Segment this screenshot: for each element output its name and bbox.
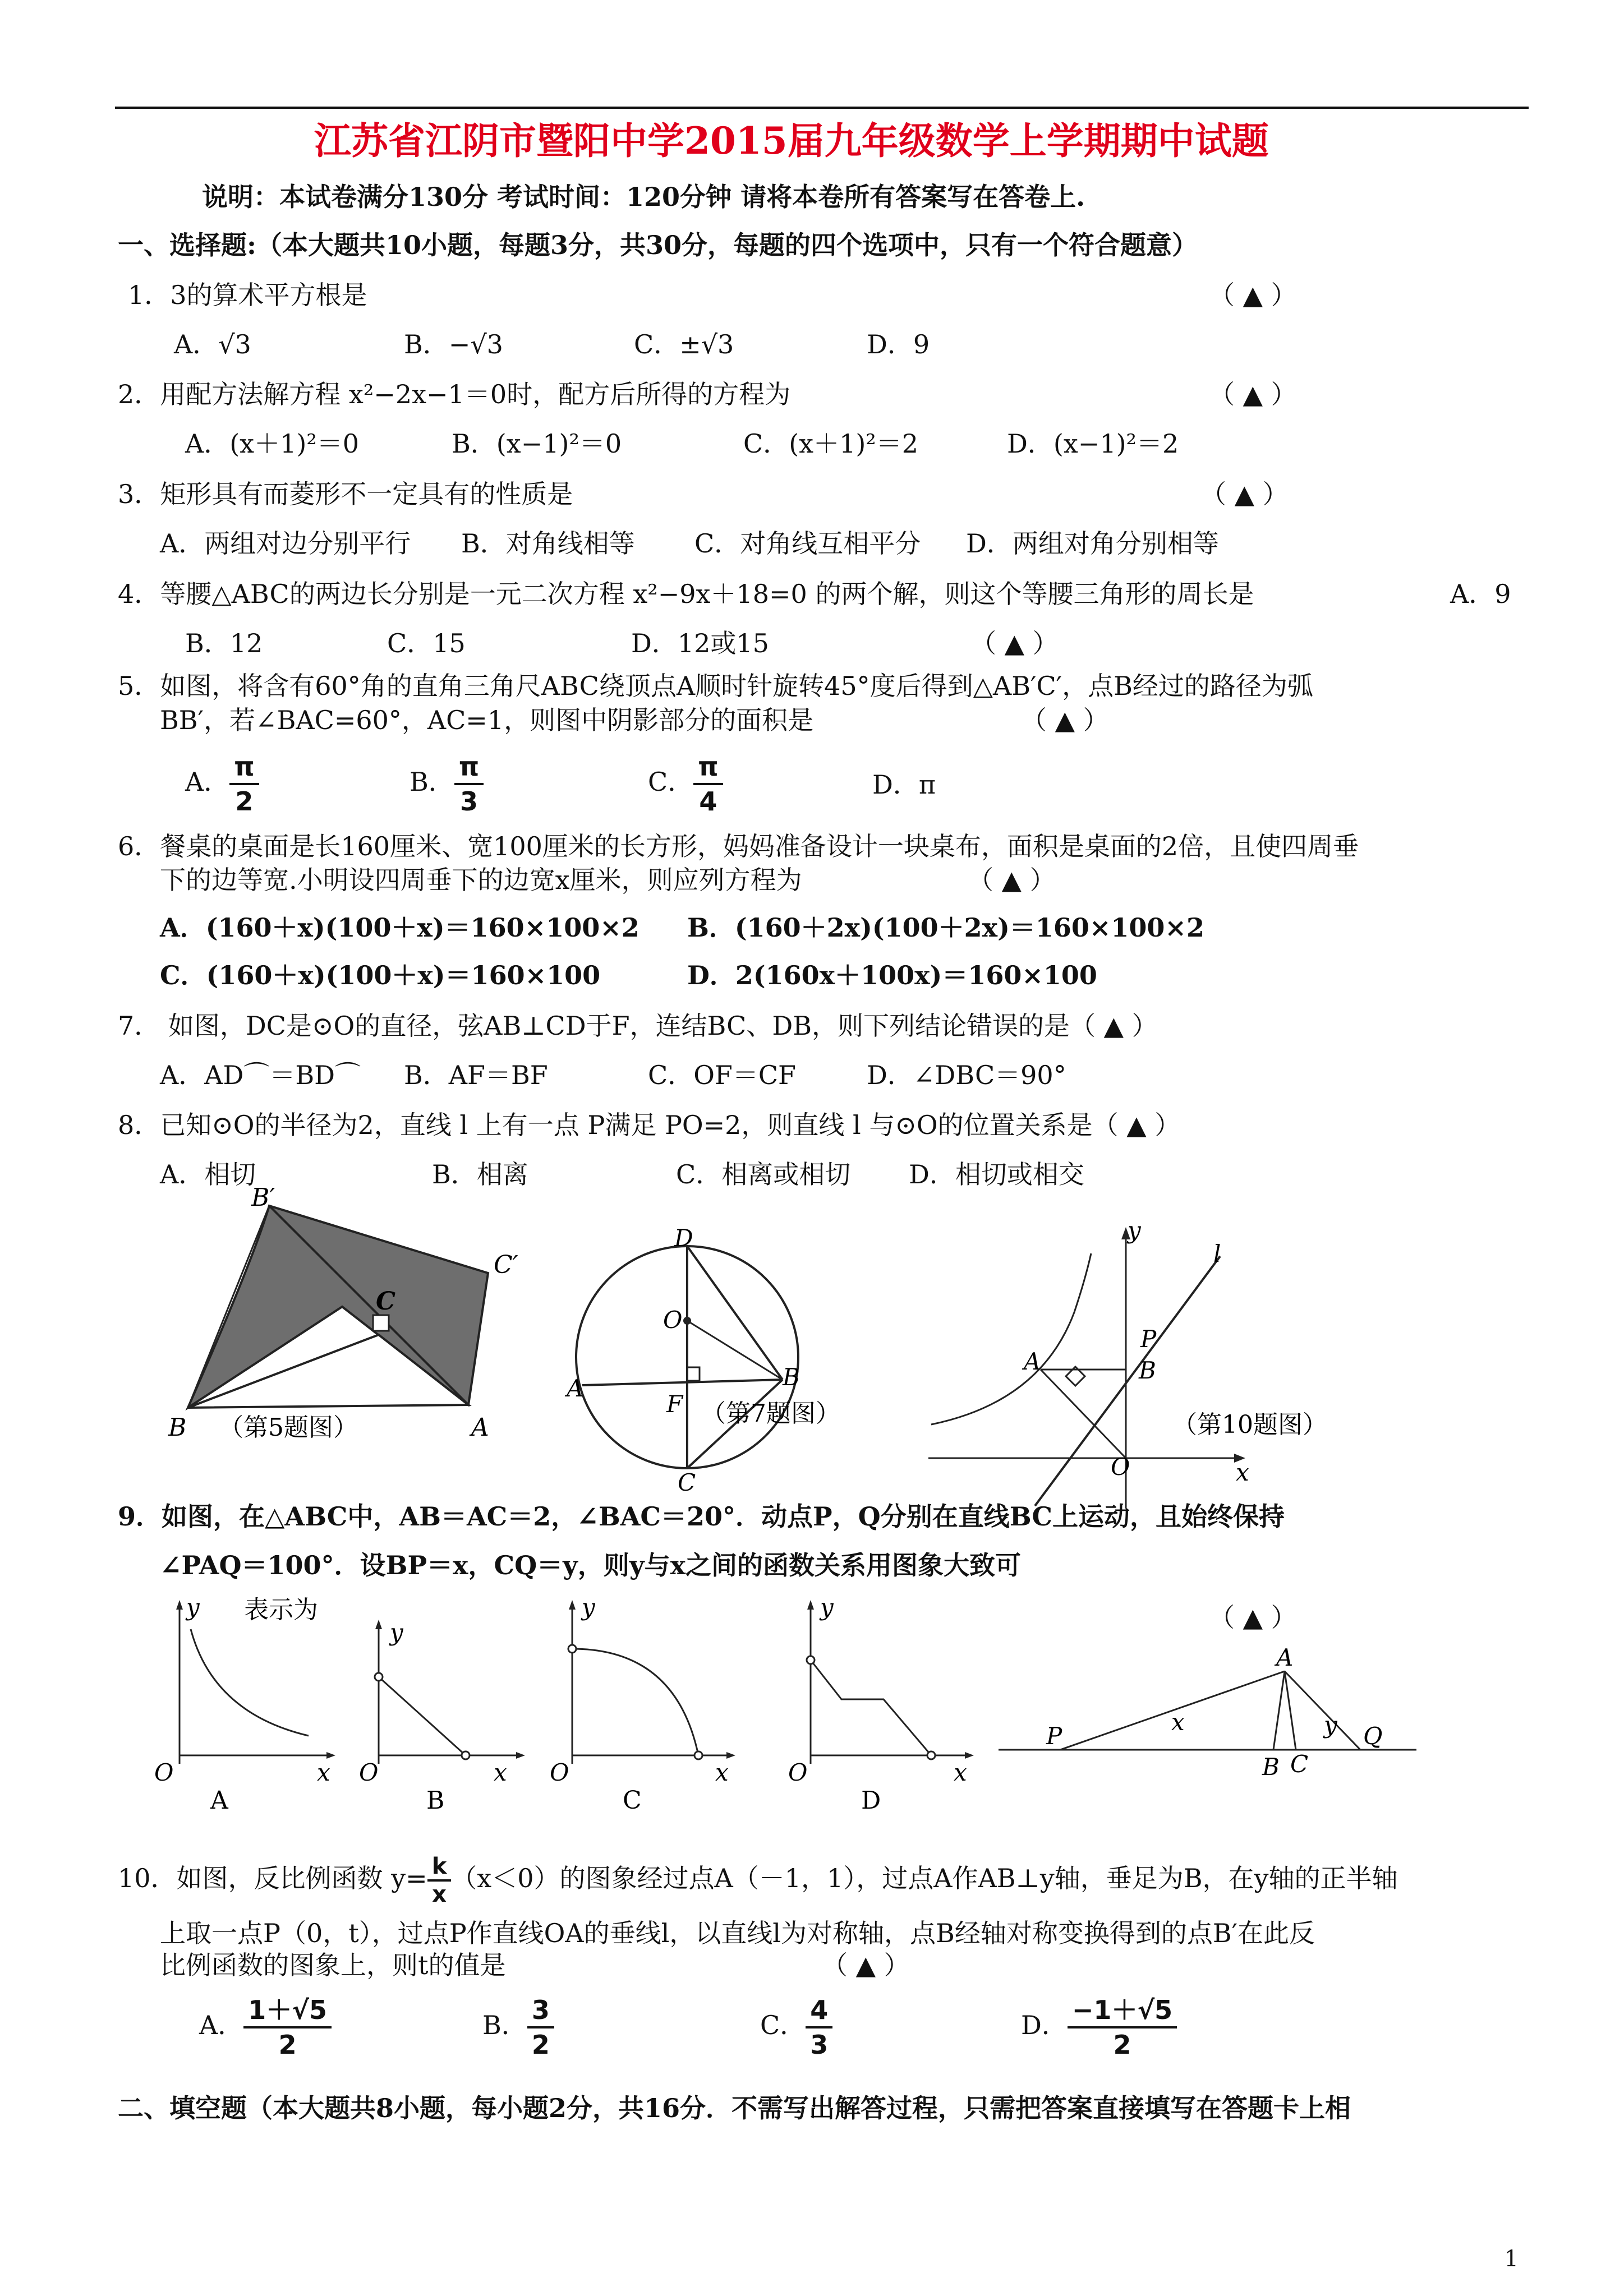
q6-stem-line2: 下的边等宽.小明设四周垂下的边宽x厘米，则应列方程为 — [160, 865, 802, 895]
figure-7 — [567, 1224, 881, 1496]
q5-stem-line1: 5．如图，将含有60°角的直角三角尺ABC绕顶点A顺时针旋转45°度后得到△AB′C′，点B经过的路径为弧 — [118, 671, 1313, 701]
svg-text:y: y — [582, 1593, 595, 1621]
q6-stem-line1: 6．餐桌的桌面是长160厘米、宽100厘米的长方形，妈妈准备设计一块桌布，面积是桌面的2倍，且使四周垂 — [118, 831, 1359, 861]
q10-option-b: B． $\frac{3}{2}$ — [482, 1994, 554, 2061]
q10-option-c: C． $\frac{4}{3}$ — [760, 1994, 832, 2061]
q5-option-c: C． $\frac{\pi}{4}$ — [648, 750, 723, 818]
q2-option-c: C．(x＋1)²＝2 — [743, 428, 919, 459]
q8-option-a: A．相切 — [160, 1159, 256, 1190]
q6-answer-slot: （ ▲ ） — [968, 865, 1056, 895]
fig5-label-b: B — [168, 1413, 187, 1442]
fig10-caption: （第10题图） — [1172, 1410, 1327, 1439]
q4-stem: 4．等腰△ABC的两边长分别是一元二次方程 x²−9x＋18=0 的两个解，则这个等腰三角形的周长是 — [118, 579, 1254, 609]
page-title: 江苏省江阴市暨阳中学2015届九年级数学上学期期中试题 — [314, 119, 1269, 163]
q2-option-a: A．(x＋1)²＝0 — [185, 428, 360, 459]
q9-stem-line3: 表示为 — [244, 1596, 318, 1624]
q9-triangle-figure — [993, 1638, 1419, 1795]
q7-option-d: D．∠DBC＝90° — [867, 1060, 1066, 1090]
q10-option-a: A． $\frac{1+√5}{2}$ — [199, 1994, 332, 2061]
fig7-label-f: F — [666, 1390, 683, 1418]
svg-text:x: x — [715, 1759, 729, 1786]
svg-text:O: O — [359, 1759, 379, 1786]
q6-option-b: B．(160＋2x)(100＋2x)＝160×100×2 — [687, 912, 1204, 943]
q6-option-d: D．2(160x＋100x)＝160×100 — [687, 960, 1097, 990]
q7-option-b: B．AF＝BF — [404, 1060, 548, 1090]
fig5-caption: （第5题图） — [219, 1413, 358, 1442]
q8-option-d: D．相切或相交 — [909, 1159, 1084, 1190]
q5-option-b: B． $\frac{\pi}{3}$ — [410, 750, 484, 818]
q9-graph-a — [146, 1593, 337, 1815]
fig10-label-p: P — [1140, 1325, 1157, 1353]
q7-option-a: A．AD⌒＝BD⌒ — [160, 1060, 361, 1090]
q2-option-d: D．(x−1)²＝2 — [1007, 428, 1179, 459]
svg-text:A: A — [1276, 1644, 1294, 1671]
q1-option-c: C．±√3 — [634, 329, 734, 359]
svg-text:x: x — [954, 1759, 967, 1786]
fig10-label-o: O — [1111, 1453, 1130, 1481]
exam-note: 说明：本试卷满分130分 考试时间：120分钟 请将本卷所有答案写在答卷上. — [202, 182, 1085, 212]
fig10-label-b: B — [1139, 1357, 1156, 1384]
q5-answer-slot: （ ▲ ） — [1021, 705, 1109, 735]
q9-option-a: A — [210, 1786, 228, 1815]
q4-answer-slot: （ ▲ ） — [970, 628, 1059, 658]
q9-option-d: D — [861, 1786, 881, 1815]
q5-option-d: D．π — [872, 769, 936, 800]
q5-option-a: A． $\frac{\pi}{2}$ — [185, 750, 259, 818]
q4-option-a: A．9 — [1450, 579, 1511, 609]
fig7-label-o: O — [663, 1306, 683, 1334]
svg-text:C: C — [1290, 1750, 1309, 1778]
section-2-heading: 二、填空题（本大题共8小题，每小题2分，共16分．不需写出解答过程，只需把答案直接填写在答题卡上相 — [118, 2093, 1351, 2123]
svg-text:O: O — [788, 1759, 808, 1786]
svg-text:P: P — [1046, 1722, 1062, 1750]
q7-stem: 7． 如图，DC是⊙O的直径，弦AB⊥CD于F，连结BC、DB，则下列结论错误的是（ ▲ ） — [118, 1011, 1158, 1041]
fig7-label-d: D — [674, 1224, 693, 1252]
section-1-heading: 一、选择题:（本大题共10小题，每题3分，共30分，每题的四个选项中，只有一个符合题意） — [118, 230, 1198, 260]
q10-answer-slot: （ ▲ ） — [822, 1950, 910, 1980]
q10-option-d: D． $\frac{-1+√5}{2}$ — [1021, 1994, 1177, 2061]
q8-option-c: C．相离或相切 — [676, 1159, 851, 1190]
svg-text:x: x — [317, 1759, 330, 1786]
q9-option-b: B — [426, 1786, 445, 1815]
svg-text:Q: Q — [1363, 1722, 1383, 1750]
fig7-label-c: C — [678, 1469, 696, 1496]
figure-5 — [157, 1183, 550, 1453]
svg-text:O: O — [154, 1759, 174, 1786]
q1-answer-slot: （ ▲ ） — [1209, 280, 1297, 310]
q2-stem: 2．用配方法解方程 x²−2x−1＝0时，配方后所得的方程为 — [118, 379, 791, 409]
fig5-label-c: C — [376, 1287, 396, 1316]
q9-answer-slot: （ ▲ ） — [1209, 1602, 1297, 1633]
q8-stem: 8．已知⊙O的半径为2，直线 l 上有一点 P满足 PO=2，则直线 l 与⊙O的位置关系是（ ▲ ） — [118, 1110, 1181, 1140]
svg-text:x: x — [494, 1759, 507, 1786]
page-number: 1 — [1504, 2246, 1519, 2272]
q10-stem-line2: 上取一点P（0，t），过点P作直线OA的垂线l，以直线l为对称轴，点B经轴对称变换得到的点B′在此反 — [160, 1918, 1315, 1948]
fig5-label-b-prime: B′ — [251, 1183, 275, 1212]
q4-option-c: C．15 — [387, 628, 466, 658]
q1-option-a: A．√3 — [174, 329, 251, 359]
q6-option-a: A．(160＋x)(100＋x)＝160×100×2 — [160, 912, 640, 943]
q8-option-b: B．相离 — [432, 1159, 528, 1190]
fig7-label-a: A — [567, 1375, 584, 1402]
q3-stem: 3．矩形具有而菱形不一定具有的性质是 — [118, 479, 573, 509]
q9-stem-line2: ∠PAQ＝100°．设BP＝x，CQ＝y，则y与x之间的函数关系用图象大致可 — [160, 1550, 1022, 1580]
fig7-caption: （第7题图） — [701, 1399, 840, 1428]
q5-stem-line2: BB′，若∠BAC=60°，AC=1，则图中阴影部分的面积是 — [160, 705, 814, 735]
figure-10 — [928, 1216, 1327, 1509]
svg-text:O: O — [550, 1759, 569, 1786]
q3-option-a: A．两组对边分别平行 — [160, 528, 411, 559]
svg-text:x: x — [1171, 1708, 1185, 1736]
fig10-label-y: y — [1128, 1216, 1141, 1244]
q3-option-d: D．两组对角分别相等 — [966, 528, 1219, 559]
q9-stem-line1: 9．如图，在△ABC中，AB＝AC＝2，∠BAC＝20°．动点P，Q分别在直线BC上运动，且始终保持 — [118, 1501, 1285, 1532]
q9-option-c: C — [623, 1786, 642, 1815]
svg-text:B: B — [1262, 1753, 1280, 1781]
fig10-label-l: l — [1213, 1240, 1221, 1267]
fig5-label-c-prime: C′ — [494, 1251, 518, 1279]
svg-text:y: y — [1324, 1711, 1337, 1739]
q9-graph-b — [353, 1615, 527, 1815]
svg-text:y: y — [186, 1593, 200, 1621]
svg-text:y: y — [820, 1593, 834, 1621]
q3-option-b: B．对角线相等 — [461, 528, 635, 559]
svg-text:y: y — [390, 1619, 403, 1646]
q3-answer-slot: （ ▲ ） — [1200, 479, 1289, 509]
fig7-label-b: B — [783, 1363, 800, 1391]
q3-option-c: C．对角线互相平分 — [694, 528, 921, 559]
q2-option-b: B．(x−1)²＝0 — [452, 428, 622, 459]
q7-option-c: C．OF＝CF — [648, 1060, 796, 1090]
q1-stem: 1．3的算术平方根是 — [128, 280, 367, 310]
fig5-label-a: A — [471, 1413, 489, 1442]
q4-option-d: D．12或15 — [631, 628, 769, 658]
q1-option-b: B．−√3 — [404, 329, 503, 359]
q6-option-c: C．(160＋x)(100＋x)＝160×100 — [160, 960, 601, 990]
q4-option-b: B．12 — [185, 628, 263, 658]
q1-option-d: D．9 — [867, 329, 930, 359]
q2-answer-slot: （ ▲ ） — [1209, 379, 1297, 409]
q10-stem-line1: 10．如图，反比例函数 y= $\frac{k}{x}$ （x＜0）的图象经过点A（－1，1），过点A作AB⊥y轴，垂足为B，在y轴的正半轴 — [118, 1854, 1398, 1907]
fig10-label-a: A — [1024, 1348, 1041, 1375]
fig10-label-x: x — [1236, 1459, 1249, 1486]
top-rule — [115, 107, 1529, 109]
q9-graph-c — [547, 1593, 738, 1815]
q10-stem-line3: 比例函数的图象上，则t的值是 — [160, 1950, 506, 1980]
q9-graph-d — [785, 1593, 976, 1815]
